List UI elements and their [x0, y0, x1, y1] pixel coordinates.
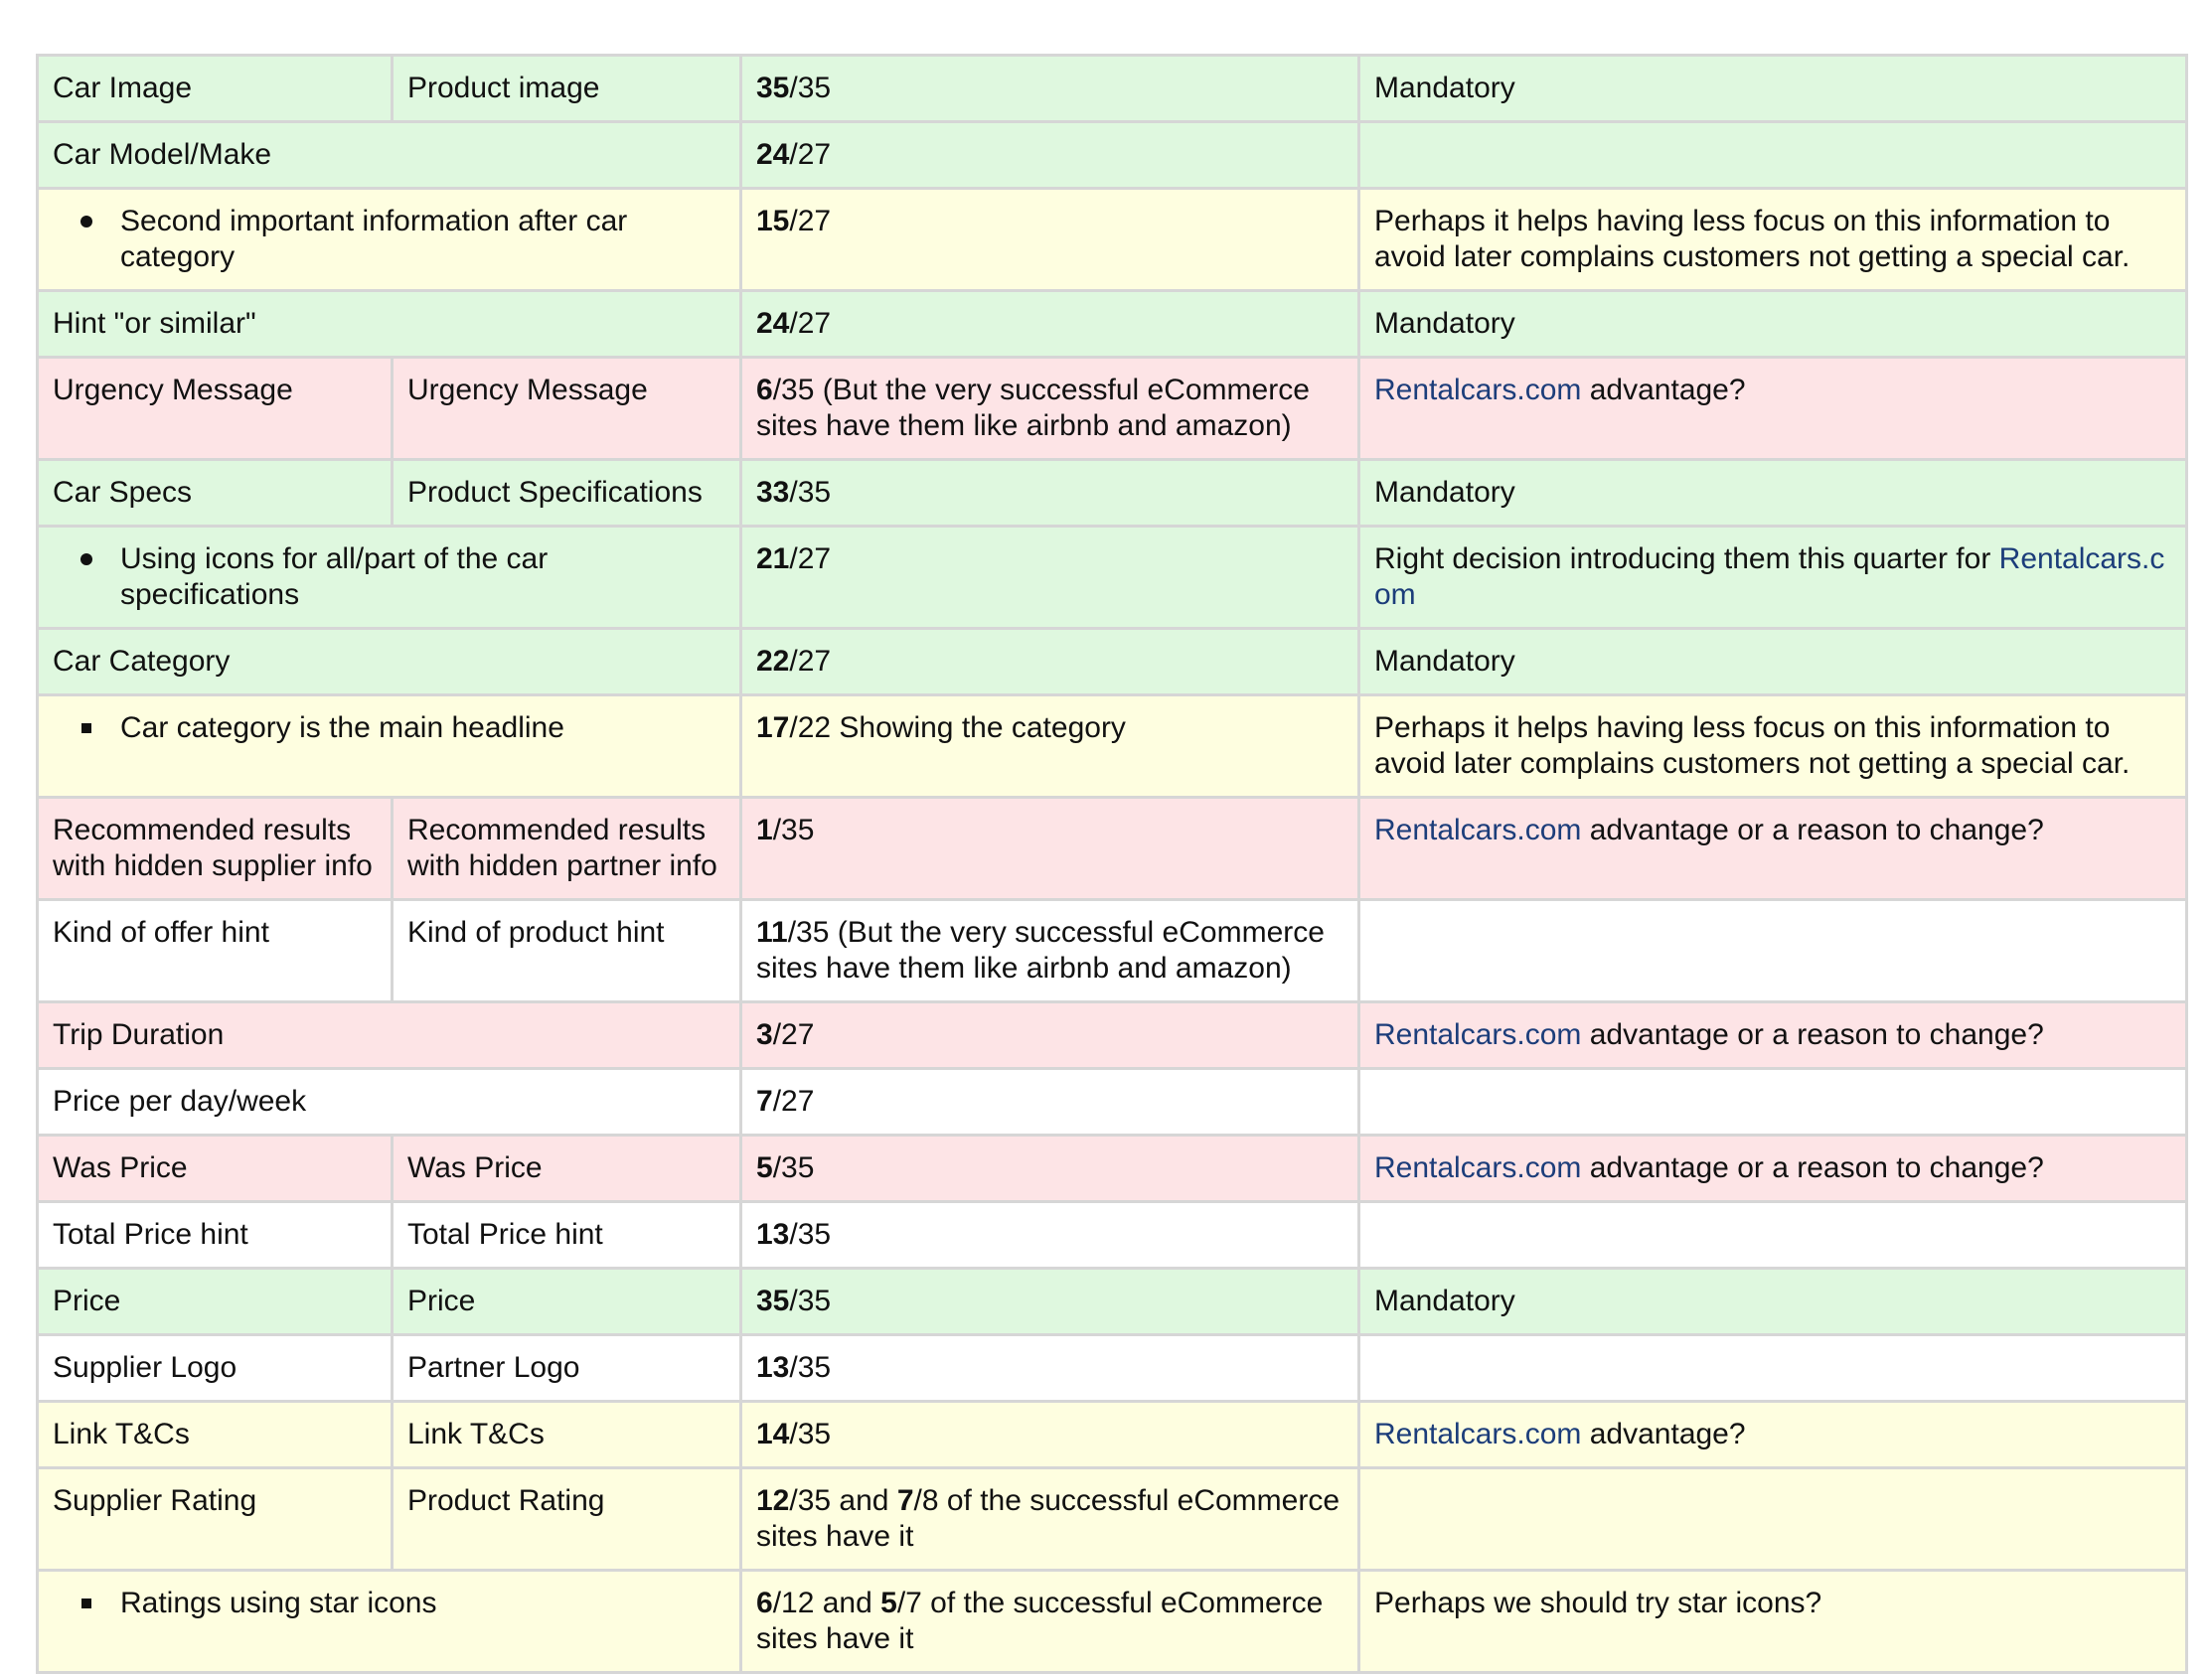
score-count: 11: [756, 916, 788, 949]
note-cell: [1359, 1202, 2187, 1269]
alt-feature-cell: Was Price: [393, 1136, 741, 1202]
feature-cell: [38, 695, 741, 798]
table-row: [38, 1069, 2187, 1136]
score-rest-secondary: /7 of the successful eCommerce sites have it: [756, 1587, 1324, 1655]
table-row: [38, 122, 2187, 189]
note-cell: [1359, 1136, 2187, 1202]
feature-text: Car category is the main headline: [120, 711, 564, 744]
score-count: 1: [756, 814, 773, 846]
feature-cell: Car Image: [38, 56, 393, 122]
score-rest: /22 Showing the category: [789, 711, 1126, 744]
score-cell: [741, 1002, 1359, 1069]
score-count: 35: [756, 72, 790, 104]
square-bullet-icon: [80, 1586, 120, 1621]
score-cell: [741, 629, 1359, 695]
feature-cell: Car Specs: [38, 460, 393, 527]
score-rest: /35: [772, 814, 815, 846]
feature-cell: Recommended results with hidden supplier info: [38, 798, 393, 900]
score-count-secondary: 7: [896, 1484, 914, 1517]
table-row: [38, 527, 2187, 629]
score-rest: /27: [772, 1018, 815, 1051]
table-row: [38, 1335, 2187, 1402]
table-row: [38, 1402, 2187, 1468]
note-cell: Perhaps we should try star icons?: [1359, 1571, 2187, 1673]
note-text: advantage?: [1581, 374, 1746, 406]
alt-feature-cell: Urgency Message: [393, 358, 741, 460]
score-cell: [741, 695, 1359, 798]
score-cell: [741, 1468, 1359, 1571]
table-row: [38, 1202, 2187, 1269]
score-cell: [741, 1202, 1359, 1269]
rentalcars-link[interactable]: Rentalcars.com: [1374, 1418, 1582, 1450]
score-count: 15: [756, 205, 790, 237]
score-count: 13: [756, 1351, 790, 1384]
score-rest: /27: [789, 542, 832, 575]
note-cell: Perhaps it helps having less focus on this information to avoid later complains customers not getting a special car.: [1359, 695, 2187, 798]
score-cell: [741, 56, 1359, 122]
feature-cell: Hint "or similar": [38, 291, 741, 358]
note-cell: Mandatory: [1359, 56, 2187, 122]
feature-cell: Urgency Message: [38, 358, 393, 460]
score-rest: /35 and: [789, 1484, 897, 1517]
alt-feature-cell: Product Rating: [393, 1468, 741, 1571]
table-row: [38, 1269, 2187, 1335]
note-text: advantage or a reason to change?: [1581, 1018, 2044, 1051]
feature-cell: Price per day/week: [38, 1069, 741, 1136]
table-row: [38, 189, 2187, 291]
score-count: 24: [756, 307, 790, 340]
note-text: advantage or a reason to change?: [1581, 1151, 2044, 1184]
note-text: advantage?: [1581, 1418, 1746, 1450]
table-row: [38, 1002, 2187, 1069]
note-cell: Perhaps it helps having less focus on this information to avoid later complains customers not getting a special car.: [1359, 189, 2187, 291]
score-rest: /35: [789, 1218, 832, 1251]
alt-feature-cell: Price: [393, 1269, 741, 1335]
feature-cell: [38, 1571, 741, 1673]
score-rest: /27: [789, 645, 832, 678]
score-count: 33: [756, 476, 790, 509]
score-count: 5: [756, 1151, 773, 1184]
rentalcars-link[interactable]: Rentalcars.com: [1374, 1151, 1582, 1184]
feature-cell: Was Price: [38, 1136, 393, 1202]
feature-cell: Total Price hint: [38, 1202, 393, 1269]
score-rest: /27: [789, 138, 832, 171]
feature-cell: Link T&Cs: [38, 1402, 393, 1468]
note-cell: Mandatory: [1359, 291, 2187, 358]
score-count: 21: [756, 542, 790, 575]
score-cell: [741, 900, 1359, 1002]
note-cell: Mandatory: [1359, 460, 2187, 527]
table-row: [38, 695, 2187, 798]
score-count: 12: [756, 1484, 790, 1517]
score-cell: [741, 460, 1359, 527]
note-cell: [1359, 798, 2187, 900]
rentalcars-link[interactable]: Rentalcars.com: [1374, 814, 1582, 846]
note-cell: [1359, 1335, 2187, 1402]
alt-feature-cell: Total Price hint: [393, 1202, 741, 1269]
score-rest: /35 (But the very successful eCommerce sites have them like airbnb and amazon): [756, 374, 1310, 442]
square-bullet-icon: [80, 710, 120, 746]
feature-cell: Supplier Rating: [38, 1468, 393, 1571]
table-row: [38, 1468, 2187, 1571]
score-cell: [741, 527, 1359, 629]
score-rest: /35: [772, 1151, 815, 1184]
score-rest: /35: [789, 1418, 832, 1450]
score-cell: [741, 798, 1359, 900]
score-rest: /35: [789, 476, 832, 509]
score-cell: [741, 1335, 1359, 1402]
feature-text: Second important information after car category: [120, 205, 628, 273]
score-rest-secondary: /8 of the successful eCommerce sites have it: [756, 1484, 1341, 1553]
score-count: 24: [756, 138, 790, 171]
feature-cell: Kind of offer hint: [38, 900, 393, 1002]
table-row: [38, 358, 2187, 460]
note-cell: [1359, 900, 2187, 1002]
feature-text: Using icons for all/part of the car specifications: [120, 542, 549, 611]
score-rest: /35: [789, 72, 832, 104]
rentalcars-link[interactable]: Rentalcars.com: [1374, 374, 1582, 406]
score-rest: /27: [789, 205, 832, 237]
alt-feature-cell: Link T&Cs: [393, 1402, 741, 1468]
note-cell: [1359, 1069, 2187, 1136]
note-cell: [1359, 1002, 2187, 1069]
score-count: 3: [756, 1018, 773, 1051]
score-rest: /35: [789, 1351, 832, 1384]
score-rest: /27: [772, 1085, 815, 1118]
score-count-secondary: 5: [880, 1587, 897, 1619]
score-cell: [741, 358, 1359, 460]
note-text: Right decision introducing them this quarter for: [1374, 542, 1999, 575]
comparison-table-container: [36, 54, 2185, 1674]
table-row: [38, 460, 2187, 527]
feature-cell: Trip Duration: [38, 1002, 741, 1069]
note-cell: Mandatory: [1359, 629, 2187, 695]
rentalcars-link[interactable]: Rentalcars.com: [1374, 1018, 1582, 1051]
note-cell: [1359, 122, 2187, 189]
score-count: 22: [756, 645, 790, 678]
score-cell: [741, 1136, 1359, 1202]
score-cell: [741, 291, 1359, 358]
alt-feature-cell: Kind of product hint: [393, 900, 741, 1002]
table-row: [38, 56, 2187, 122]
score-cell: [741, 189, 1359, 291]
score-cell: [741, 1069, 1359, 1136]
score-rest: /27: [789, 307, 832, 340]
comparison-table: [36, 54, 2188, 1674]
feature-cell: Car Model/Make: [38, 122, 741, 189]
note-cell: [1359, 527, 2187, 629]
score-count: 7: [756, 1085, 773, 1118]
table-row: [38, 291, 2187, 358]
score-rest: /35: [789, 1285, 832, 1317]
score-count: 14: [756, 1418, 790, 1450]
table-row: [38, 629, 2187, 695]
note-text: advantage or a reason to change?: [1581, 814, 2044, 846]
rentalcars-link[interactable]: Rentalcars.com: [1374, 542, 2165, 611]
feature-cell: [38, 189, 741, 291]
table-row: [38, 798, 2187, 900]
note-cell: [1359, 1402, 2187, 1468]
bullet-icon: [80, 204, 120, 239]
feature-cell: [38, 527, 741, 629]
score-cell: [741, 122, 1359, 189]
score-cell: [741, 1571, 1359, 1673]
feature-cell: Supplier Logo: [38, 1335, 393, 1402]
score-cell: [741, 1269, 1359, 1335]
note-cell: [1359, 358, 2187, 460]
table-row: [38, 900, 2187, 1002]
score-cell: [741, 1402, 1359, 1468]
score-count: 17: [756, 711, 790, 744]
score-rest: /12 and: [772, 1587, 881, 1619]
table-row: [38, 1571, 2187, 1673]
table-row: [38, 1136, 2187, 1202]
score-count: 13: [756, 1218, 790, 1251]
note-cell: Mandatory: [1359, 1269, 2187, 1335]
note-cell: [1359, 1468, 2187, 1571]
score-count: 6: [756, 1587, 773, 1619]
feature-text: Ratings using star icons: [120, 1587, 437, 1619]
alt-feature-cell: Partner Logo: [393, 1335, 741, 1402]
alt-feature-cell: Product image: [393, 56, 741, 122]
bullet-icon: [80, 541, 120, 577]
feature-cell: Car Category: [38, 629, 741, 695]
alt-feature-cell: Product Specifications: [393, 460, 741, 527]
feature-cell: Price: [38, 1269, 393, 1335]
score-count: 35: [756, 1285, 790, 1317]
score-rest: /35 (But the very successful eCommerce sites have them like airbnb and amazon): [756, 916, 1325, 985]
score-count: 6: [756, 374, 773, 406]
alt-feature-cell: Recommended results with hidden partner info: [393, 798, 741, 900]
